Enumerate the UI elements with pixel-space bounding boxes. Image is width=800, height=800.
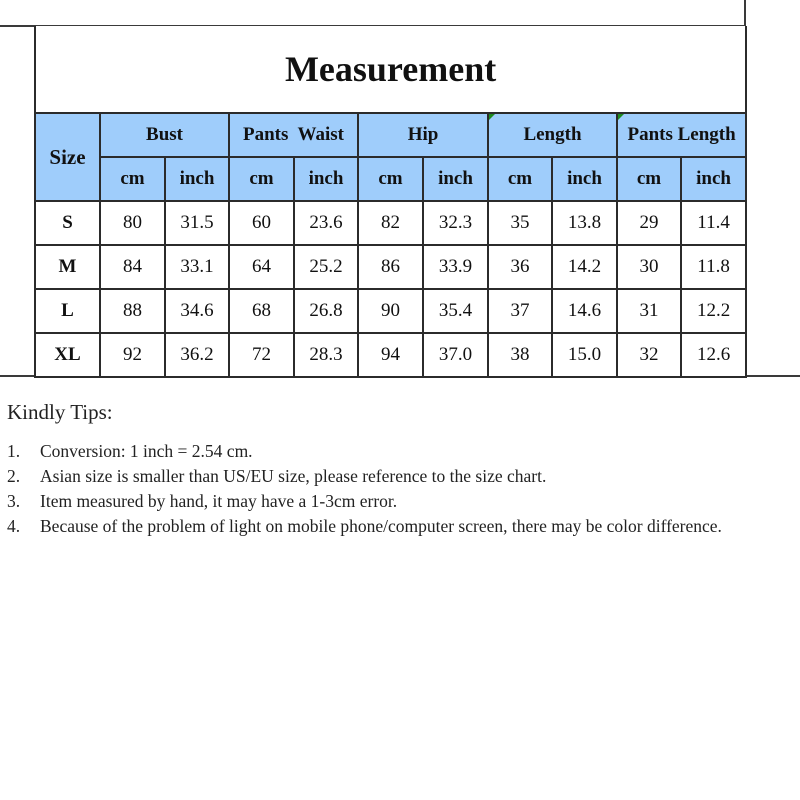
table-cell: 35.4 <box>423 289 488 333</box>
table-row <box>35 289 746 333</box>
table-cell: 33.1 <box>165 245 229 289</box>
size-label: XL <box>35 333 100 377</box>
table-cell: 90 <box>358 289 423 333</box>
unit-header: inch <box>552 157 617 201</box>
table-row <box>35 201 746 245</box>
table-cell: 38 <box>488 333 552 377</box>
size-label: M <box>35 245 100 289</box>
tips-title: Kindly Tips: <box>7 400 113 424</box>
tip-number: 1. <box>7 441 21 461</box>
group-header-label: Pants Length <box>627 124 736 145</box>
table-cell: 94 <box>358 333 423 377</box>
tip-item <box>7 514 797 539</box>
group-header-bust: Bust <box>100 113 229 157</box>
comment-marker-icon <box>489 114 495 120</box>
tip-number: 2. <box>7 466 21 486</box>
size-label: S <box>35 201 100 245</box>
table-cell: 80 <box>100 201 165 245</box>
unit-header: cm <box>100 157 165 201</box>
unit-header: cm <box>229 157 294 201</box>
tip-item <box>7 439 797 464</box>
table-cell: 35 <box>488 201 552 245</box>
unit-header: inch <box>165 157 229 201</box>
group-header-label: Pants Waist <box>242 124 344 145</box>
table-row <box>35 245 746 289</box>
table-cell: 28.3 <box>294 333 358 377</box>
size-column-header: Size <box>35 113 100 201</box>
tip-item <box>7 489 797 514</box>
table-cell: 88 <box>100 289 165 333</box>
table-cell: 11.8 <box>681 245 746 289</box>
table-cell: 37.0 <box>423 333 488 377</box>
table-cell: 32 <box>617 333 681 377</box>
table-cell: 23.6 <box>294 201 358 245</box>
tip-text: Conversion: 1 inch = 2.54 cm. <box>40 441 253 461</box>
group-header-pants-length <box>617 113 746 157</box>
tip-text: Because of the problem of light on mobile phone/computer screen, there may be color difference. <box>40 516 722 536</box>
tip-text: Asian size is smaller than US/EU size, please reference to the size chart. <box>40 466 547 486</box>
group-header-pants-waist <box>229 113 358 157</box>
unit-header: inch <box>423 157 488 201</box>
table-cell: 68 <box>229 289 294 333</box>
table-cell: 31.5 <box>165 201 229 245</box>
unit-header: inch <box>681 157 746 201</box>
table-cell: 15.0 <box>552 333 617 377</box>
table-cell: 84 <box>100 245 165 289</box>
tip-number: 4. <box>7 516 21 536</box>
tip-number: 3. <box>7 491 21 511</box>
comment-marker-icon <box>618 114 624 120</box>
table-cell: 31 <box>617 289 681 333</box>
table-cell: 29 <box>617 201 681 245</box>
table-title: Measurement <box>35 26 746 113</box>
table-cell: 33.9 <box>423 245 488 289</box>
group-header-label: Length <box>523 124 582 145</box>
table-cell: 14.2 <box>552 245 617 289</box>
group-header-length <box>488 113 617 157</box>
unit-header: cm <box>358 157 423 201</box>
group-header-hip: Hip <box>358 113 488 157</box>
table-cell: 12.2 <box>681 289 746 333</box>
size-table <box>34 26 747 378</box>
table-cell: 12.6 <box>681 333 746 377</box>
table-cell: 36 <box>488 245 552 289</box>
table-cell: 36.2 <box>165 333 229 377</box>
tips-list <box>7 439 797 539</box>
table-cell: 34.6 <box>165 289 229 333</box>
table-cell: 37 <box>488 289 552 333</box>
table-cell: 30 <box>617 245 681 289</box>
table-cell: 25.2 <box>294 245 358 289</box>
tip-text: Item measured by hand, it may have a 1-3cm error. <box>40 491 398 511</box>
unit-header: cm <box>617 157 681 201</box>
table-cell: 72 <box>229 333 294 377</box>
table-cell: 64 <box>229 245 294 289</box>
table-cell: 92 <box>100 333 165 377</box>
size-label: L <box>35 289 100 333</box>
table-cell: 14.6 <box>552 289 617 333</box>
unit-header: inch <box>294 157 358 201</box>
tip-item <box>7 464 797 489</box>
size-chart <box>34 26 745 378</box>
table-cell: 82 <box>358 201 423 245</box>
table-cell: 26.8 <box>294 289 358 333</box>
table-cell: 86 <box>358 245 423 289</box>
table-cell: 13.8 <box>552 201 617 245</box>
table-cell: 11.4 <box>681 201 746 245</box>
kindly-tips <box>7 400 797 539</box>
table-cell: 32.3 <box>423 201 488 245</box>
table-cell: 60 <box>229 201 294 245</box>
unit-header: cm <box>488 157 552 201</box>
table-row <box>35 333 746 377</box>
